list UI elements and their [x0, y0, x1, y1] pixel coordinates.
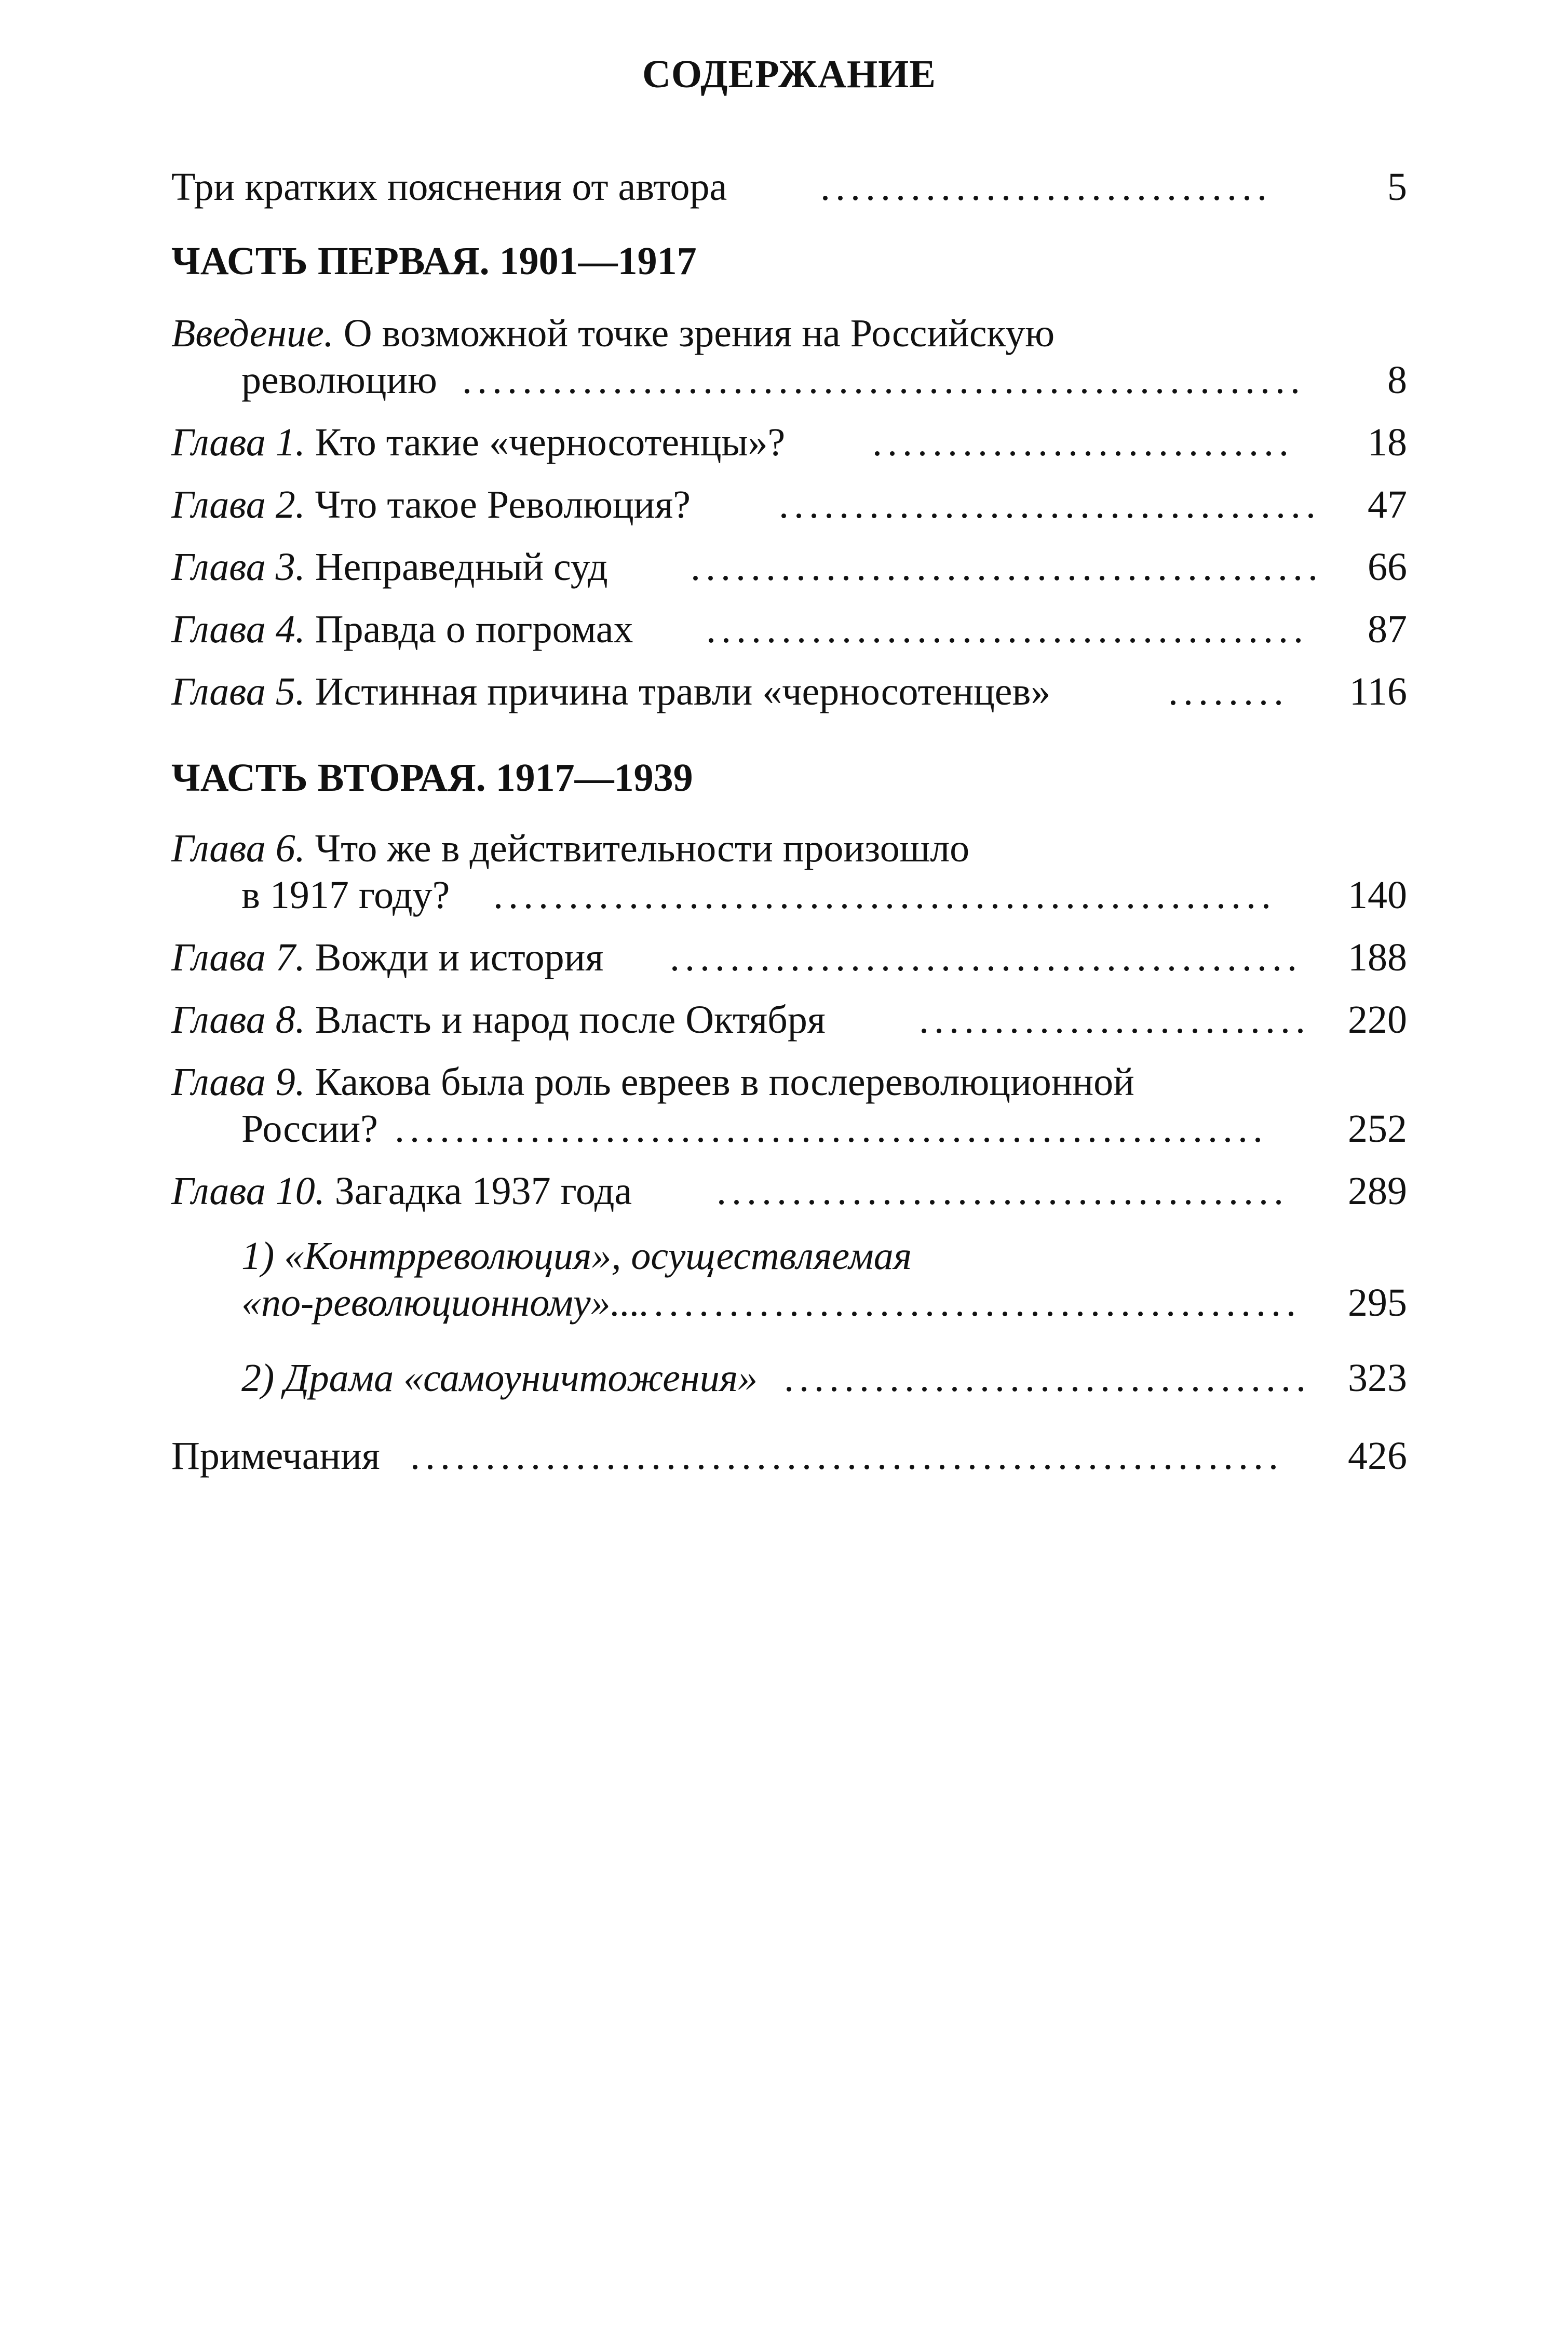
toc-entry-chapter-2 — [171, 474, 1407, 536]
leader-dots: .................................................... — [493, 873, 1276, 917]
entry-label: Глава 2. — [171, 483, 305, 526]
leader-dots: .......................................................... — [410, 1434, 1283, 1478]
leader-dots: ........ — [1168, 670, 1289, 713]
toc-subentry-1-line2 — [171, 1272, 1407, 1334]
toc-subentry-2 — [171, 1347, 1407, 1409]
page-number: 8 — [1387, 358, 1407, 402]
page-number: 116 — [1349, 670, 1407, 713]
page-number: 18 — [1368, 421, 1407, 464]
leader-dots: ........................................................ — [462, 358, 1305, 402]
entry-text: Власть и народ после Октября — [315, 998, 826, 1042]
toc-entry-author-notes — [171, 156, 1407, 218]
page-number: 252 — [1348, 1107, 1407, 1151]
page-number: 5 — [1387, 165, 1407, 209]
entry-label: Глава 4. — [171, 608, 305, 651]
page-number: 289 — [1348, 1169, 1407, 1213]
entry-text: Какова была роль евреев в послереволюционной — [315, 1060, 1134, 1104]
leader-dots: .......................................... — [691, 545, 1323, 589]
entry-label: Глава 1. — [171, 421, 305, 464]
entry-text: Кто такие «черносотенцы»? — [315, 421, 786, 464]
subentry-text: 2) Драма «самоуничтожения» — [241, 1356, 758, 1400]
entry-text: Три кратких пояснения от автора — [171, 165, 727, 209]
toc-entry-chapter-4 — [171, 598, 1407, 660]
entry-text: Примечания — [171, 1434, 380, 1478]
leader-dots: ............................................ — [639, 1281, 1301, 1325]
leader-dots: .......................................... — [670, 936, 1302, 979]
leader-dots: ............................ — [872, 421, 1294, 464]
leader-dots: ........................................ — [706, 608, 1308, 651]
leader-dots: .............................. — [820, 165, 1272, 209]
page-number: 188 — [1348, 936, 1407, 979]
leader-dots: .................................... — [779, 483, 1321, 526]
entry-label: Глава 5. — [171, 670, 305, 713]
toc-entry-chapter-3 — [171, 536, 1407, 598]
subentry-text-cont: «по-революционному»... — [241, 1281, 640, 1325]
page-number: 66 — [1368, 545, 1407, 589]
leader-dots: ...................................... — [717, 1169, 1289, 1213]
entry-label: Глава 3. — [171, 545, 305, 589]
entry-text: Загадка 1937 года — [334, 1169, 632, 1213]
toc-entry-chapter-7 — [171, 926, 1407, 989]
entry-text-cont: в 1917 году? — [241, 873, 450, 917]
leader-dots: .......................... — [919, 998, 1310, 1042]
page-number: 295 — [1348, 1281, 1407, 1325]
entry-label: Введение. — [171, 312, 334, 355]
page-number: 426 — [1348, 1434, 1407, 1478]
toc-entry-notes — [171, 1425, 1407, 1487]
entry-text: О возможной точке зрения на Российскую — [343, 312, 1055, 355]
page-number: 87 — [1368, 608, 1407, 651]
toc-entry-chapter-10 — [171, 1160, 1407, 1222]
toc-entry-chapter-6-line2 — [171, 864, 1407, 926]
toc-entry-intro-line2 — [171, 349, 1407, 411]
entry-text: Истинная причина травли «черносотенцев» — [315, 670, 1051, 713]
entry-text: Правда о погромах — [315, 608, 633, 651]
page-number: 47 — [1368, 483, 1407, 526]
entry-text-cont: революцию — [241, 358, 437, 402]
entry-text: Что же в действительности произошло — [315, 827, 970, 870]
entry-text-cont: России? — [241, 1107, 378, 1151]
toc-entry-chapter-1 — [171, 411, 1407, 474]
subentry-text: 1) «Контрреволюция», осуществляемая — [241, 1234, 912, 1278]
entry-text: Вожди и история — [315, 936, 604, 979]
entry-label: Глава 7. — [171, 936, 305, 979]
part-heading-1: ЧАСТЬ ПЕРВАЯ. 1901—1917 — [171, 239, 697, 283]
leader-dots: ................................... — [784, 1356, 1311, 1400]
entry-label: Глава 8. — [171, 998, 305, 1042]
toc-entry-chapter-9-line2 — [171, 1098, 1407, 1160]
entry-text: Неправедный суд — [315, 545, 608, 589]
entry-text: Что такое Революция? — [315, 483, 691, 526]
entry-label: Глава 6. — [171, 827, 305, 870]
toc-entry-chapter-5 — [171, 660, 1407, 723]
entry-label: Глава 10. — [171, 1169, 325, 1213]
part-heading-2: ЧАСТЬ ВТОРАЯ. 1917—1939 — [171, 756, 693, 800]
leader-dots: .......................................................... — [395, 1107, 1268, 1151]
toc-entry-chapter-8 — [171, 989, 1407, 1051]
toc-page — [171, 0, 1407, 2349]
page-number: 220 — [1348, 998, 1407, 1042]
page-number: 140 — [1348, 873, 1407, 917]
page-title: СОДЕРЖАНИЕ — [642, 52, 936, 96]
page-number: 323 — [1348, 1356, 1407, 1400]
entry-label: Глава 9. — [171, 1060, 305, 1104]
